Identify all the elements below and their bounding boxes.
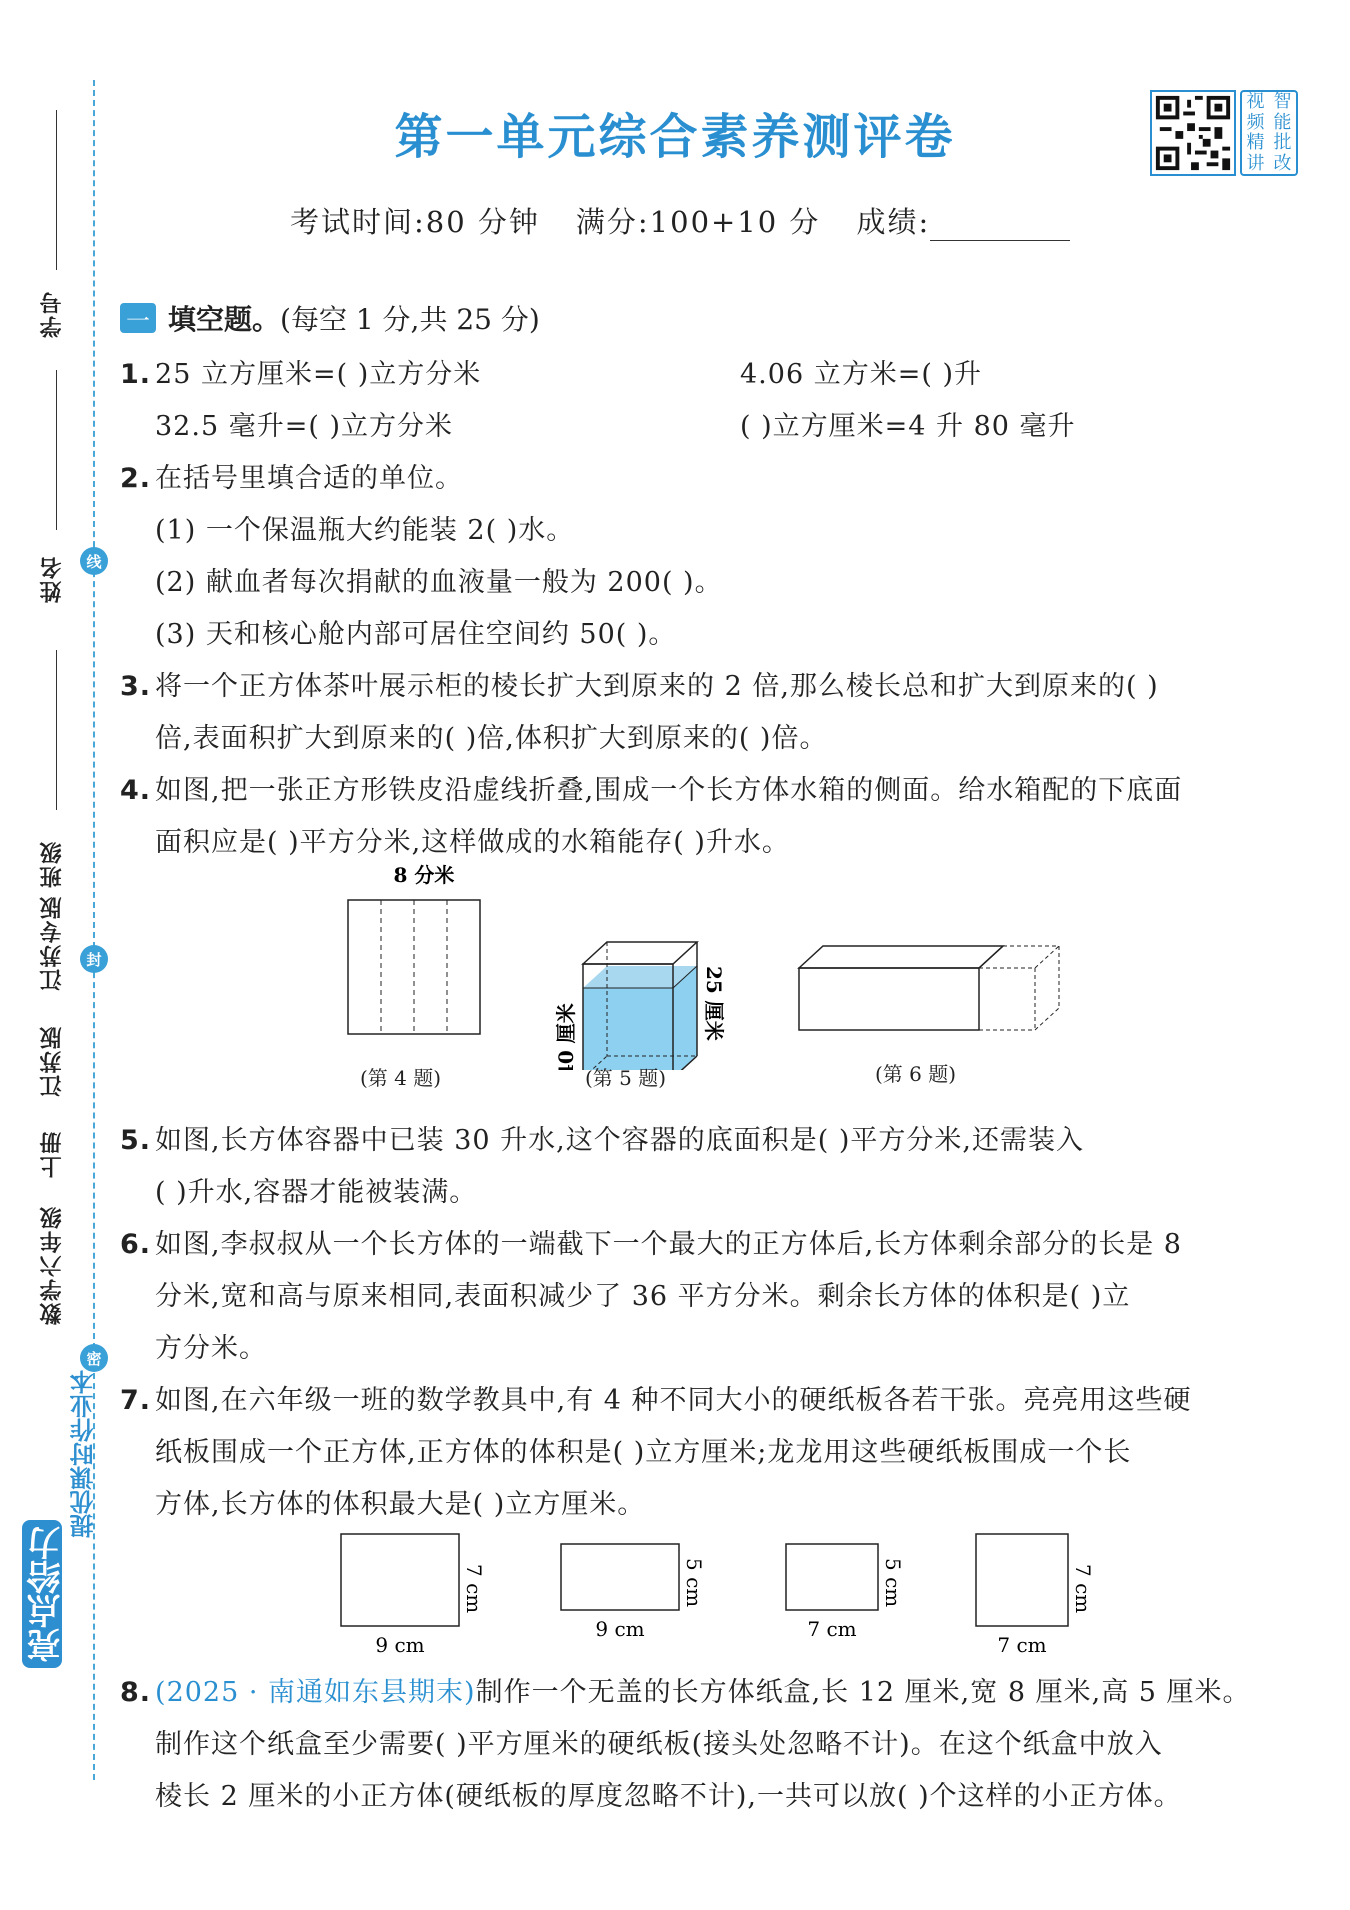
qr-block bbox=[1150, 90, 1298, 176]
section-title: 填空题。 bbox=[168, 303, 281, 336]
q2-number: 2. bbox=[120, 463, 152, 494]
card-4-height: 7 cm bbox=[1071, 1564, 1095, 1614]
q6-l1: 如图,李叔叔从一个长方体的一端截下一个最大的正方体后,长方体剩余部分的长是 8 bbox=[155, 1229, 1182, 1260]
field-xingming: 姓名 bbox=[39, 555, 65, 603]
q8-line-1 bbox=[120, 1670, 1251, 1709]
q3-line-1 bbox=[120, 664, 1159, 703]
section-note: (每空 1 分,共 25 分) bbox=[280, 303, 540, 336]
q1-c: 32.5 毫升=( )立方分米 bbox=[155, 411, 453, 442]
q7-line-1 bbox=[120, 1378, 1192, 1417]
q7-l1: 如图,在六年级一班的数学教具中,有 4 种不同大小的硬纸板各若干张。亮亮用这些硬 bbox=[155, 1385, 1192, 1416]
q2-stem-line bbox=[120, 456, 463, 495]
full-score: 满分:100+10 分 bbox=[575, 205, 821, 239]
field-banji: 班级 bbox=[39, 840, 65, 888]
q4-l2: 面积应是( )平方分米,这样做成的水箱能存( )升水。 bbox=[155, 827, 790, 858]
card-3-height: 5 cm bbox=[881, 1558, 905, 1608]
series-label-1: 江苏专版 bbox=[39, 895, 65, 991]
figure-6 bbox=[795, 940, 1065, 1044]
card-2-height: 5 cm bbox=[682, 1558, 705, 1608]
qr-tags bbox=[1240, 90, 1298, 176]
section-header bbox=[120, 298, 540, 338]
qr-tag: 精 bbox=[1246, 132, 1265, 153]
series-label-4: 数学六年级 bbox=[39, 1205, 65, 1325]
score-input-line[interactable] bbox=[930, 212, 1070, 241]
card-2 bbox=[555, 1540, 705, 1654]
q1-d: ( )立方厘米=4 升 80 毫升 bbox=[740, 411, 1076, 442]
q6-line-1 bbox=[120, 1222, 1182, 1261]
q5-line-1 bbox=[120, 1118, 1084, 1157]
card-4-width: 7 cm bbox=[997, 1633, 1047, 1657]
fig5-water-label: 25 厘米 bbox=[702, 966, 726, 1041]
q3-l1: 将一个正方体茶叶展示柜的棱长扩大到原来的 2 倍,那么棱长总和扩大到原来的( ) bbox=[155, 671, 1159, 702]
banji-write-line bbox=[56, 650, 57, 810]
fig5-caption: (第 5 题) bbox=[585, 1066, 667, 1090]
q1-line-a bbox=[120, 352, 481, 391]
page-title: 第一单元综合素养测评卷 bbox=[394, 109, 956, 165]
seal-feng: 封 bbox=[80, 945, 108, 973]
q7-l3: 方体,长方体的体积最大是( )立方厘米。 bbox=[155, 1489, 646, 1520]
qr-tag: 改 bbox=[1273, 152, 1292, 174]
q3-number: 3. bbox=[120, 671, 152, 702]
q8-source: (2025 · 南通如东县期末) bbox=[155, 1677, 476, 1708]
q8-l3: 棱长 2 厘米的小正方体(硬纸板的厚度忽略不计),一共可以放( )个这样的小正方体。 bbox=[155, 1781, 1182, 1812]
card-4 bbox=[970, 1530, 1100, 1664]
xingming-write-line bbox=[56, 370, 57, 530]
brand-block bbox=[22, 1370, 98, 1800]
q5-number: 5. bbox=[120, 1125, 152, 1156]
q2-s2: (2) 献血者每次捐献的血液量一般为 200( )。 bbox=[155, 567, 723, 598]
qr-tag: 讲 bbox=[1246, 152, 1265, 174]
q4-number: 4. bbox=[120, 775, 152, 806]
card-3 bbox=[780, 1540, 910, 1654]
qr-tag: 能 bbox=[1273, 111, 1292, 133]
score-label: 成绩: bbox=[856, 205, 931, 239]
section-number-badge: 一 bbox=[120, 303, 156, 333]
qr-tag: 频 bbox=[1246, 111, 1265, 133]
fig5-height-label: 40 厘米 bbox=[554, 1003, 578, 1070]
exam-time: 考试时间:80 分钟 bbox=[290, 205, 540, 239]
q4-l1: 如图,把一张正方形铁皮沿虚线折叠,围成一个长方体水箱的侧面。给水箱配的下底面 bbox=[155, 775, 1183, 806]
figure-5 bbox=[535, 940, 745, 1074]
q2-stem: 在括号里填合适的单位。 bbox=[155, 463, 464, 494]
seal-mi: 密 bbox=[80, 1344, 108, 1372]
q5-l1: 如图,长方体容器中已装 30 升水,这个容器的底面积是( )平方分米,还需装入 bbox=[155, 1125, 1084, 1156]
series-label-3: 上册 bbox=[39, 1130, 65, 1178]
q1-b: 4.06 立方米=( )升 bbox=[740, 359, 982, 390]
series-label-2: 江苏版 bbox=[39, 1025, 65, 1097]
brand-subtitle: 提优课时作业本 bbox=[70, 1370, 98, 1538]
seal-xian: 线 bbox=[80, 547, 108, 575]
q7-l2: 纸板围成一个正方体,正方体的体积是( )立方厘米;龙龙用这些硬纸板围成一个长 bbox=[155, 1437, 1132, 1468]
fig4-width-label: 8 分米 bbox=[393, 863, 455, 887]
figure-4 bbox=[340, 862, 500, 1046]
q8-number: 8. bbox=[120, 1677, 152, 1708]
card-1 bbox=[335, 1530, 485, 1664]
q6-l2: 分米,宽和高与原来相同,表面积减少了 36 平方分米。剩余长方体的体积是( )立 bbox=[155, 1281, 1131, 1312]
q6-l3: 方分米。 bbox=[155, 1333, 267, 1364]
q1-a: 25 立方厘米=( )立方分米 bbox=[155, 359, 482, 390]
fig6-caption: (第 6 题) bbox=[875, 1062, 957, 1086]
q2-s3: (3) 天和核心舱内部可居住空间约 50( )。 bbox=[155, 619, 677, 650]
qr-tag: 视 bbox=[1246, 91, 1265, 112]
q4-line-1 bbox=[120, 768, 1182, 807]
fig4-caption: (第 4 题) bbox=[360, 1066, 442, 1090]
field-xuehao: 学号 bbox=[39, 290, 65, 338]
qr-tag: 智 bbox=[1273, 91, 1292, 112]
q8-l1: 制作一个无盖的长方体纸盒,长 12 厘米,宽 8 厘米,高 5 厘米。 bbox=[475, 1677, 1251, 1708]
q3-l2: 倍,表面积扩大到原来的( )倍,体积扩大到原来的( )倍。 bbox=[155, 723, 828, 754]
q6-number: 6. bbox=[120, 1229, 152, 1260]
q1-number: 1. bbox=[120, 359, 152, 390]
qr-code-icon bbox=[1150, 90, 1236, 176]
card-3-width: 7 cm bbox=[807, 1617, 857, 1641]
q7-number: 7. bbox=[120, 1385, 152, 1416]
card-1-width: 9 cm bbox=[375, 1633, 425, 1657]
q8-l2: 制作这个纸盒至少需要( )平方厘米的硬纸板(接头处忽略不计)。在这个纸盒中放入 bbox=[155, 1729, 1163, 1760]
q5-l2: ( )升水,容器才能被装满。 bbox=[155, 1177, 478, 1208]
qr-tag: 批 bbox=[1273, 132, 1292, 153]
card-2-width: 9 cm bbox=[595, 1617, 645, 1641]
exam-info bbox=[290, 200, 1070, 241]
q2-s1: (1) 一个保温瓶大约能装 2( )水。 bbox=[155, 515, 575, 546]
card-1-height: 7 cm bbox=[462, 1564, 485, 1614]
brand-logo: 亮点给力 bbox=[22, 1520, 62, 1668]
